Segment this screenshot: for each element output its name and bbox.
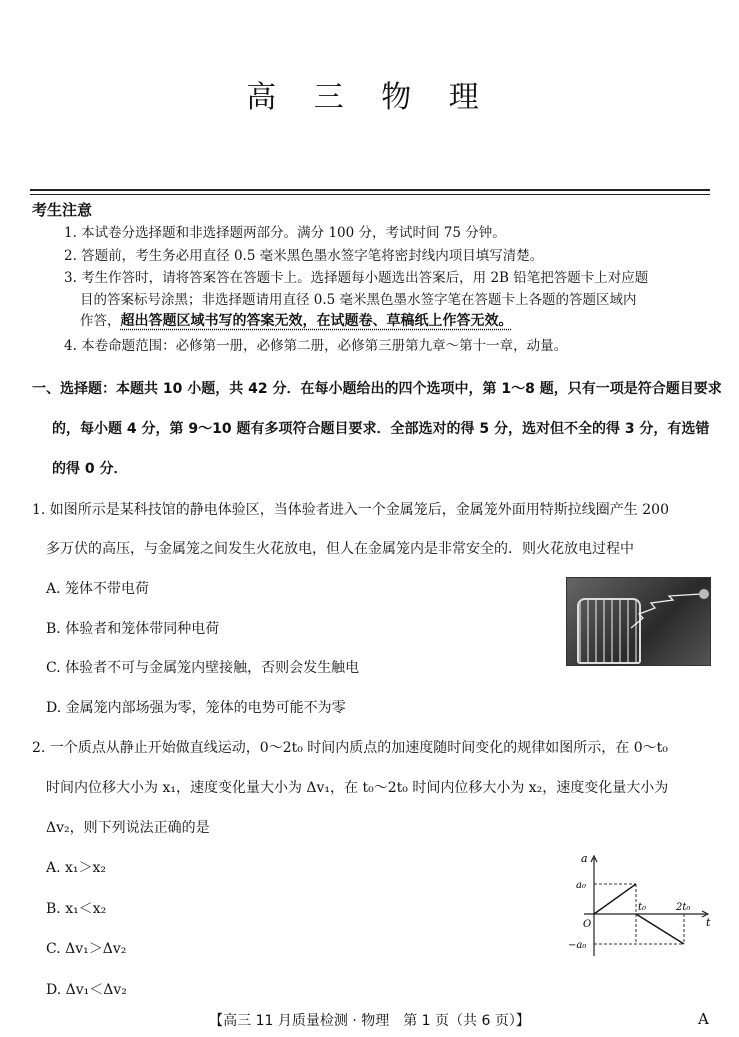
2t0-label: 2t₀ bbox=[676, 902, 691, 913]
q2-option-c: C. Δv₁＞Δv₂ bbox=[46, 941, 127, 957]
a0-label: a₀ bbox=[576, 880, 586, 891]
notice-item-4: 4. 本卷命题范围：必修第一册，必修第二册，必修第三册第九章～第十一章，动量。 bbox=[64, 338, 568, 354]
header-rule-thick bbox=[30, 189, 710, 191]
version-mark: A bbox=[698, 1010, 709, 1028]
q2-stem-line-3: Δv₂，则下列说法正确的是 bbox=[46, 820, 210, 836]
header-rule-thin bbox=[30, 194, 710, 195]
notice-emphasis: 超出答题区域书写的答案无效，在试题卷、草稿纸上作答无效。 bbox=[120, 313, 513, 329]
y-axis-label: a bbox=[581, 852, 588, 865]
section-heading-line-2: 的，每小题 4 分，第 9～10 题有多项符合题目要求．全部选对的得 5 分，选对但不全的得 3 分，有选错 bbox=[52, 421, 710, 437]
q1-stem-line-2: 多万伏的高压，与金属笼之间发生火花放电，但人在金属笼内是非常安全的．则火花放电过程中 bbox=[46, 541, 634, 557]
q1-stem-line-1: 1. 如图所示是某科技馆的静电体验区，当体验者进入一个金属笼后，金属笼外面用特斯拉线圈产生 200 bbox=[32, 502, 669, 518]
notice-item-3-cont: 目的答案标号涂黑；非选择题请用直径 0.5 毫米黑色墨水签字笔在答题卡上各题的答题区域内 bbox=[80, 292, 637, 308]
notice-item-3-tail: 作答， bbox=[80, 313, 121, 329]
section-heading-line-1: 一、选择题：本题共 10 小题，共 42 分．在每小题给出的四个选项中，第 1～8 题，只有一项是符合题目要求 bbox=[32, 381, 722, 397]
segment-rising bbox=[594, 884, 636, 914]
q1-option-d: D. 金属笼内部场强为零，笼体的电势可能不为零 bbox=[46, 700, 346, 716]
q2-option-d: D. Δv₁＜Δv₂ bbox=[46, 982, 127, 998]
spark-discharge-icon bbox=[629, 588, 709, 638]
section-heading-line-3: 的得 0 分． bbox=[52, 461, 128, 477]
neg-a0-label: −a₀ bbox=[568, 940, 587, 951]
notice-heading: 考生注意 bbox=[32, 201, 93, 219]
notice-item-2: 2. 答题前，考生务必用直径 0.5 毫米黑色墨水签字笔将密封线内项目填写清楚。 bbox=[64, 248, 544, 264]
q2-option-b: B. x₁＜x₂ bbox=[46, 901, 107, 917]
page-footer: 【高三 11 月质量检测 · 物理 第 1 页（共 6 页）】 bbox=[209, 1013, 530, 1029]
acceleration-time-graph bbox=[566, 852, 714, 964]
q2-option-a: A. x₁＞x₂ bbox=[46, 860, 107, 876]
notice-item-3: 3. 考生作答时，请将答案答在答题卡上。选择题每小题选出答案后，用 2B 铅笔把答题卡上对应题 bbox=[64, 270, 649, 286]
q1-option-c: C. 体验者不可与金属笼内壁接触，否则会发生触电 bbox=[46, 660, 360, 676]
q1-option-a: A. 笼体不带电荷 bbox=[46, 581, 150, 597]
page-title: 高 三 物 理 bbox=[246, 80, 493, 115]
origin-label: O bbox=[583, 919, 592, 930]
x-axis-label: t bbox=[706, 916, 711, 929]
segment-falling bbox=[636, 914, 684, 944]
faraday-cage-photo bbox=[566, 577, 711, 666]
q1-option-b: B. 体验者和笼体带同种电荷 bbox=[46, 621, 220, 637]
notice-item-3-end bbox=[80, 309, 513, 330]
t0-label: t₀ bbox=[638, 902, 647, 913]
notice-item-1: 1. 本试卷分选择题和非选择题两部分。满分 100 分，考试时间 75 分钟。 bbox=[64, 225, 506, 241]
q2-stem-line-2: 时间内位移大小为 x₁，速度变化量大小为 Δv₁，在 t₀～2t₀ 时间内位移大小为 x₂，速度变化量大小为 bbox=[46, 780, 669, 796]
q2-stem-line-1: 2. 一个质点从静止开始做直线运动，0～2t₀ 时间内质点的加速度随时间变化的规律如图所示，在 0～t₀ bbox=[32, 740, 668, 756]
